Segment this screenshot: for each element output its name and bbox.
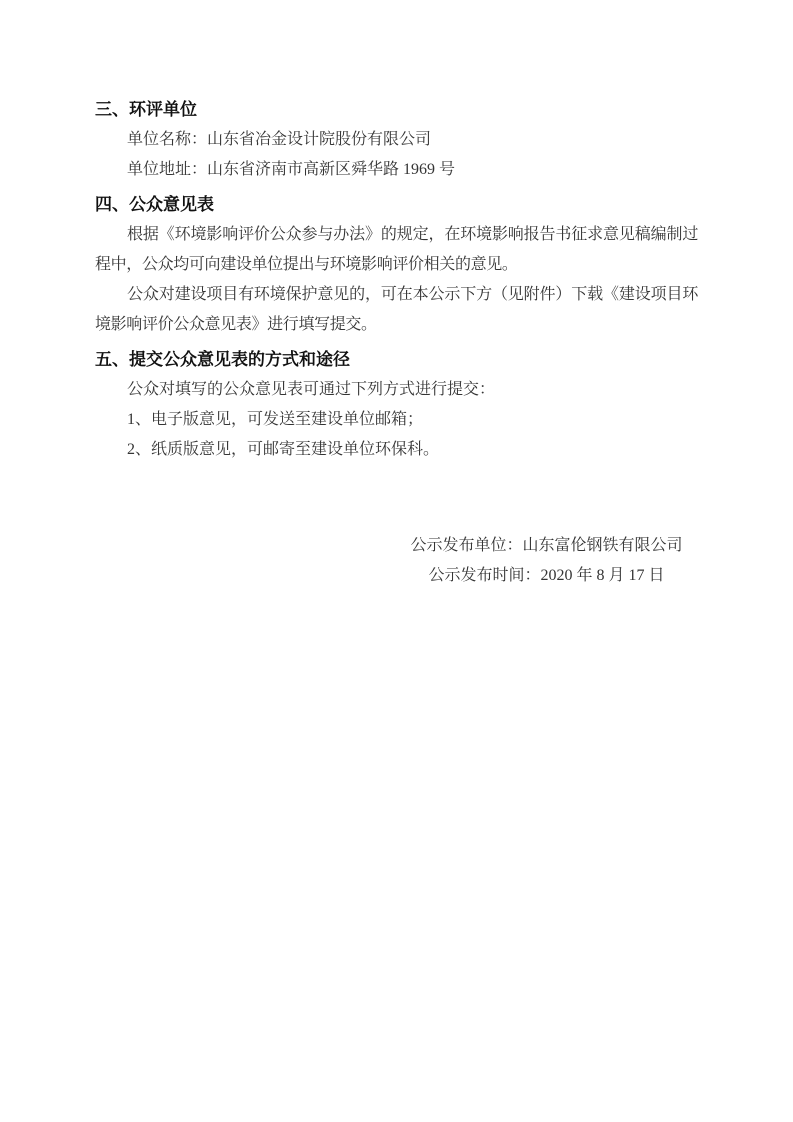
blank-space [95,465,698,531]
section-5-heading: 五、提交公众意见表的方式和途径 [95,350,350,369]
unit-address-line: 单位地址：山东省济南市高新区舜华路 1969 号 [127,161,456,178]
submit-intro-line: 公众对填写的公众意见表可通过下列方式进行提交： [127,381,496,398]
submit-item-paper: 2、纸质版意见，可邮寄至建设单位环保科。 [127,441,440,458]
unit-name-line: 单位名称：山东省冶金设计院股份有限公司 [127,131,432,148]
section-3-heading: 三、环评单位 [95,100,197,119]
signature-block [95,531,698,591]
signature-date: 公示发布时间：2020 年 8 月 17 日 [428,567,665,584]
submit-item-electronic: 1、电子版意见，可发送至建设单位邮箱； [127,411,424,428]
paragraph-regulation: 根据《环境影响评价公众参与办法》的规定，在环境影响报告书征求意见稿编制过程中，公众均可向建设单位提出与环境影响评价相关的意见。 [95,226,698,273]
paragraph-download: 公众对建设项目有环境保护意见的，可在本公示下方（见附件）下载《建设项目环境影响评价公众意见表》进行填写提交。 [95,286,698,333]
signature-publisher: 公示发布单位：山东富伦钢铁有限公司 [410,537,683,554]
section-4-heading: 四、公众意见表 [95,195,214,214]
